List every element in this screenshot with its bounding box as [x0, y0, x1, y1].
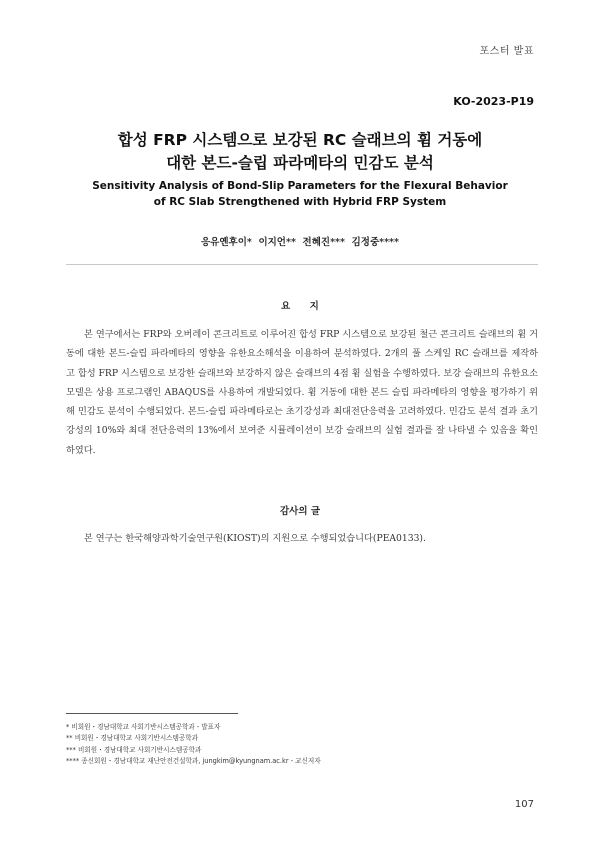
- title-english-line-1: Sensitivity Analysis of Bond-Slip Parameters for the Flexural Behavior: [92, 180, 508, 192]
- footnote-3: *** 비회원・경남대학교 사회기반시스템공학과: [66, 745, 202, 754]
- abstract-heading: 요 지: [281, 301, 327, 312]
- paper-code: KO-2023-P19: [453, 95, 534, 108]
- acknowledgement-paragraph: [66, 529, 538, 548]
- footnote-divider: [66, 713, 238, 714]
- abstract-paragraph: [66, 325, 538, 460]
- title-english-line-2: of RC Slab Strengthened with Hybrid FRP System: [153, 196, 447, 208]
- title-korean-line-1: 합성 FRP 시스템으로 보강된 RC 슬래브의 휨 거동에: [117, 131, 483, 149]
- footnote-4: **** 종신회원・경남대학교 재난안전건설학과, jungkim@kyungnam.ac.kr - 교신저자: [66, 756, 321, 765]
- abstract-text: 본 연구에서는 FRP와 오버레이 콘크리트로 이루어진 합성 FRP 시스템으로 보강된 철근 콘크리트 슬래브의 휨 거동에 대한 본드-슬립 파라메타의 영향을 유한요소해석을 이용하여 분석하였다. 2개의 풀 스케일 RC 슬래브를 제작하고 합성 FRP 시스템으로 보강한 슬래브와 보강하지 않은 슬래브의 4점 휨 실험을 수행하였다. 보강 슬래브의 유한요소모델은 상용 프로그램인 ABAQUS를 사용하여 개발되었다. 휨 거동에 대한 본드 슬립 파라메타의 영향을 평가하기 위해 민감도 분석이 수행되었다. 본드-슬립 파라메타로는 초기강성과 최대전단응력을 고려하였다. 민감도 분석 결과 초기 강성의 10%와 최대 전단응력의 13%에서 보여준 시뮬레이션이 보강 슬래브의 실험 결과를 잘 나타낼 수 있음을 확인하였다.: [66, 329, 538, 456]
- section-label: 포스터 발표: [479, 46, 534, 57]
- author-list: 응유옌후이* 이지언** 전혜진*** 김정중****: [200, 237, 399, 248]
- title-korean-line-2: 대한 본드-슬립 파라메타의 민감도 분석: [166, 154, 434, 172]
- header-divider: [66, 264, 538, 265]
- page-number: 107: [514, 799, 534, 810]
- acknowledgement-heading: 감사의 글: [279, 506, 320, 517]
- footnote-2: ** 비회원・경남대학교 사회기반시스템공학과: [66, 734, 199, 743]
- footnotes: [66, 722, 538, 767]
- footnote-1: * 비회원・경남대학교 사회기반시스템공학과 - 발표자: [66, 723, 221, 731]
- acknowledgement-text: 본 연구는 한국해양과학기술연구원(KIOST)의 지원으로 수행되었습니다(PEA0133).: [84, 533, 426, 544]
